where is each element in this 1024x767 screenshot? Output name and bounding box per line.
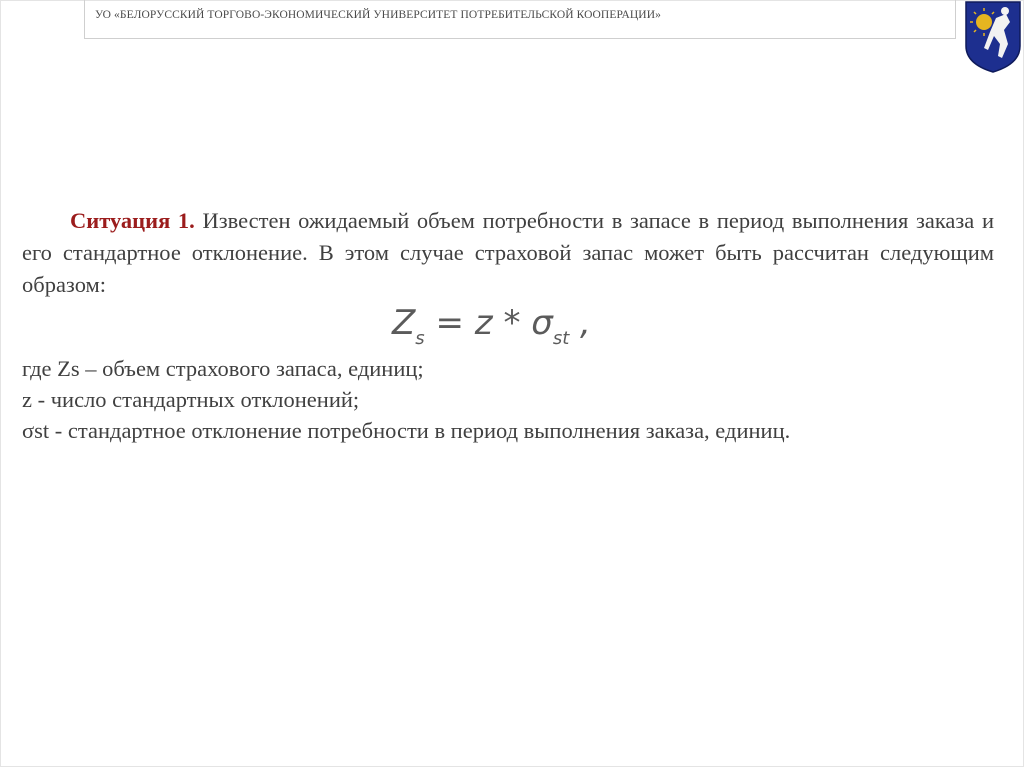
header-divider-right bbox=[955, 0, 956, 38]
formula-rhs-subscript: st bbox=[552, 328, 570, 349]
safety-stock-formula bbox=[392, 303, 591, 359]
formula-lhs-subscript: s bbox=[415, 328, 425, 349]
header-divider-left bbox=[84, 0, 85, 38]
slide-content bbox=[22, 205, 994, 446]
definition-z: z - число стандартных отклонений; bbox=[22, 387, 360, 412]
definition-zs: где Zs – объем страхового запаса, единиц; bbox=[22, 356, 424, 381]
formula-block bbox=[22, 301, 994, 353]
situation-label: Ситуация 1. bbox=[70, 208, 195, 233]
formula-tail: , bbox=[569, 303, 591, 343]
situation-text: Известен ожидаемый объем потребности в запасе в период выполнения заказа и его стандартное отклонение. В этом случае страховой запас может быть рассчитан следующим образом: bbox=[22, 208, 994, 297]
formula-middle: = z * σ bbox=[424, 303, 553, 343]
header-divider-bottom bbox=[84, 38, 956, 39]
situation-paragraph bbox=[22, 205, 994, 301]
definitions-list bbox=[22, 353, 994, 446]
formula-lhs: Z bbox=[392, 303, 416, 343]
definition-sigma-st: σst - стандартное отклонение потребности в период выполнения заказа, единиц. bbox=[22, 418, 791, 443]
university-emblem-icon bbox=[962, 0, 1024, 74]
university-title: УО «БЕЛОРУССКИЙ ТОРГОВО-ЭКОНОМИЧЕСКИЙ УНИВЕРСИТЕТ ПОТРЕБИТЕЛЬСКОЙ КООПЕРАЦИИ» bbox=[95, 9, 661, 21]
